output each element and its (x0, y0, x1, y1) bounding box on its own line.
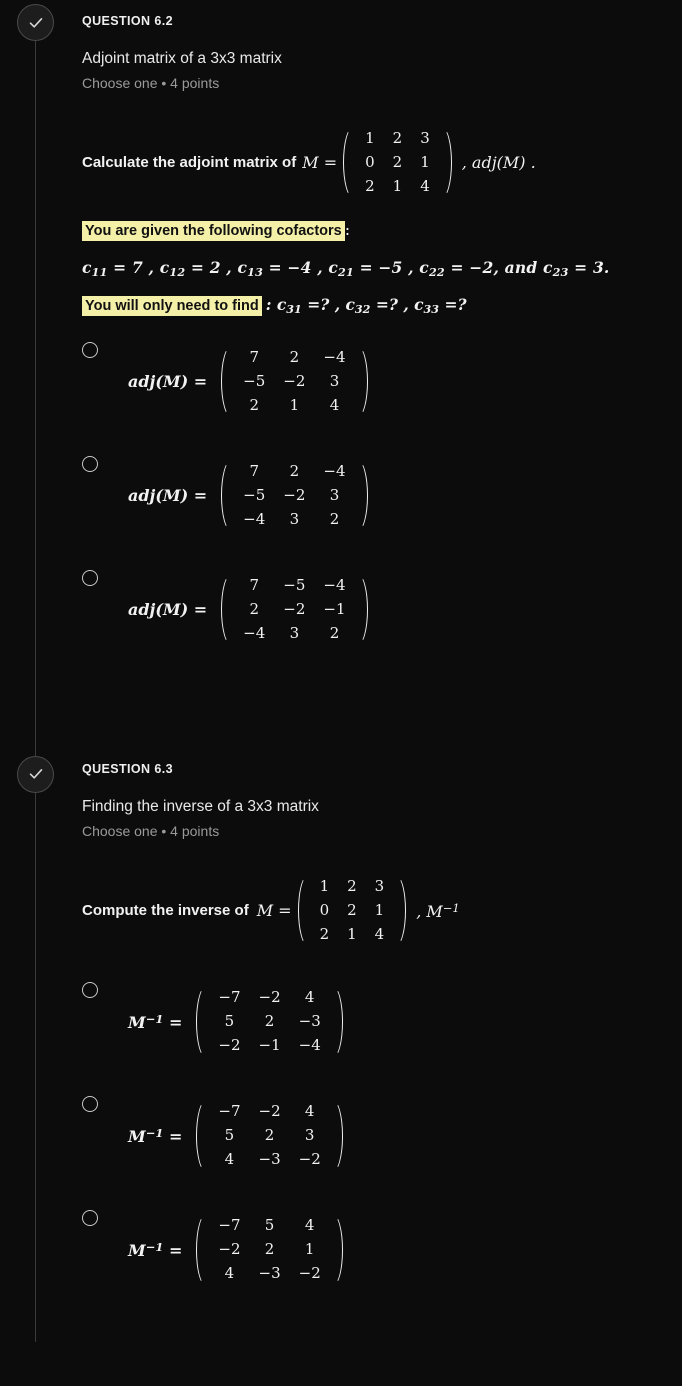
matrix-cell: −5 (243, 371, 266, 390)
question-status-check-icon (17, 4, 54, 41)
matrix-cell: 4 (304, 1216, 315, 1235)
matrix-left-paren (194, 984, 205, 1059)
matrix-cell: −7 (218, 988, 241, 1007)
matrix-cell: 1 (365, 129, 375, 147)
prompt-variable: M = (256, 901, 292, 921)
option-matrix (219, 458, 369, 533)
matrix-cell: −4 (323, 461, 346, 480)
radio-button[interactable] (82, 342, 98, 358)
prompt-variable: M = (302, 153, 338, 173)
option-label: $M^{-1}$ = (128, 1125, 183, 1147)
radio-button[interactable] (82, 456, 98, 472)
matrix-cell: 2 (329, 623, 340, 642)
question-title: Finding the inverse of a 3x3 matrix (82, 797, 319, 815)
matrix-cell: 2 (264, 1240, 275, 1259)
matrix-cell: 5 (264, 1216, 275, 1235)
matrix-right-paren (334, 1212, 345, 1287)
option-label: adj(M) = (128, 372, 208, 392)
matrix-cell: 1 (289, 395, 300, 414)
matrix-cell: 3 (289, 509, 300, 528)
question-prompt (82, 125, 666, 200)
given-suffix: : (344, 220, 351, 240)
question-meta: Choose one • 4 points (82, 75, 220, 91)
section-gap (0, 676, 682, 762)
matrix-right-paren (359, 458, 370, 533)
matrix-cell: 7 (249, 461, 259, 480)
radio-button[interactable] (82, 1210, 98, 1226)
matrix-cell: 1 (319, 876, 330, 895)
answer-options-6-3 (82, 974, 666, 1308)
matrix-left-paren (341, 125, 352, 200)
question-block-6-3 (0, 762, 682, 1308)
matrix-cell: 2 (329, 509, 340, 528)
answer-option[interactable] (82, 334, 666, 440)
matrix-cell: 1 (347, 924, 357, 943)
matrix-cell: 3 (304, 1126, 315, 1145)
bottom-spacer (0, 1316, 682, 1356)
matrix-left-paren (194, 1212, 205, 1287)
need-rest: : $c_{31}$ =? , $c_{32}$ =? , $c_{33}$ =? (265, 295, 467, 316)
matrix-right-paren (334, 1098, 345, 1173)
matrix-cell: −5 (283, 575, 306, 594)
prompt-tail: , adj(M) . (461, 153, 536, 173)
matrix-cell: −1 (258, 1035, 281, 1054)
answer-option[interactable] (82, 974, 666, 1080)
matrix-cell: 2 (249, 599, 259, 618)
need-to-find-line (82, 295, 666, 316)
answer-option[interactable] (82, 1202, 666, 1308)
matrix-cell: −2 (283, 599, 306, 618)
matrix-cell: −3 (258, 1149, 281, 1168)
matrix-cell: 1 (304, 1240, 315, 1259)
matrix-cell: 1 (392, 176, 403, 195)
matrix-cell: −4 (323, 575, 346, 594)
radio-button[interactable] (82, 982, 98, 998)
matrix-cell: −3 (298, 1012, 321, 1031)
option-matrix (219, 344, 369, 419)
matrix-cell: 4 (304, 988, 315, 1007)
matrix-cell: −2 (283, 485, 306, 504)
prompt-tail: , $M^{-1}$ (416, 900, 460, 921)
matrix-cell: 3 (329, 371, 340, 390)
prompt-text: Calculate the adjoint matrix of (82, 154, 297, 172)
matrix-cell: 4 (329, 395, 340, 414)
matrix-cell: 0 (319, 900, 330, 919)
prompt-matrix (341, 125, 454, 200)
matrix-cell: 3 (329, 485, 340, 504)
cofactor-values: $c_{11} = 7$ , $c_{12} = 2$ , $c_{13} = -4$ , $c_{21} = -5$ , $c_{22} = -2$, and $c_{23} = 3$. (82, 258, 610, 280)
matrix-cell: 4 (304, 1102, 315, 1121)
matrix-cell: 4 (224, 1149, 235, 1168)
matrix-cell: 3 (420, 129, 430, 147)
matrix-cell: −3 (258, 1263, 281, 1282)
matrix-cell: −2 (298, 1149, 321, 1168)
question-label: QUESTION 6.3 (82, 761, 173, 776)
need-highlight: You will only need to find (82, 296, 262, 316)
matrix-cell: 1 (374, 900, 385, 919)
matrix-cell: −4 (243, 509, 266, 528)
matrix-cell: −2 (258, 988, 281, 1007)
question-status-check-icon (17, 756, 54, 793)
matrix-left-paren (194, 1098, 205, 1173)
matrix-cell: 2 (289, 461, 300, 480)
matrix-cell: −7 (218, 1102, 241, 1121)
matrix-right-paren (359, 344, 370, 419)
matrix-cell: 2 (249, 395, 259, 414)
given-highlight: You are given the following cofactors (82, 221, 345, 241)
matrix-cell: −4 (323, 347, 346, 366)
matrix-cell: −7 (218, 1216, 241, 1235)
matrix-cell: −2 (298, 1263, 321, 1282)
matrix-cell: 4 (374, 924, 385, 943)
matrix-left-paren (219, 344, 230, 419)
matrix-cell: 1 (420, 152, 430, 171)
matrix-cell: −2 (218, 1035, 241, 1054)
option-label: adj(M) = (128, 486, 208, 506)
matrix-left-paren (296, 873, 307, 948)
matrix-cell: 4 (224, 1263, 235, 1282)
answer-options-6-2 (82, 334, 666, 668)
option-matrix (194, 984, 344, 1059)
matrix-cell: 5 (224, 1126, 235, 1145)
option-matrix (219, 572, 369, 647)
matrix-cell: 2 (392, 152, 403, 171)
matrix-right-paren (334, 984, 345, 1059)
matrix-cell: 3 (289, 623, 300, 642)
option-matrix (194, 1212, 344, 1287)
matrix-cell: 0 (365, 152, 375, 171)
question-title: Adjoint matrix of a 3x3 matrix (82, 50, 282, 67)
matrix-cell: 5 (224, 1012, 235, 1031)
question-block-6-2 (0, 0, 682, 668)
answer-option[interactable] (82, 448, 666, 554)
matrix-cell: 2 (264, 1126, 275, 1145)
matrix-cell: 3 (374, 876, 385, 895)
matrix-right-paren (443, 125, 454, 200)
radio-button[interactable] (82, 1096, 98, 1112)
matrix-cell: 7 (249, 575, 259, 594)
matrix-cell: 2 (264, 1012, 275, 1031)
given-cofactors-line (82, 220, 666, 240)
matrix-right-paren (359, 572, 370, 647)
matrix-cell: −4 (243, 623, 266, 642)
option-label: $M^{-1}$ = (128, 1011, 183, 1033)
matrix-cell: 2 (347, 900, 357, 919)
matrix-left-paren (219, 572, 230, 647)
matrix-cell: 2 (392, 129, 403, 147)
matrix-cell: 4 (420, 176, 430, 195)
prompt-text: Compute the inverse of (82, 902, 249, 920)
answer-option[interactable] (82, 1088, 666, 1194)
matrix-cell: −5 (243, 485, 266, 504)
question-label: QUESTION 6.2 (82, 14, 173, 28)
answer-option[interactable] (82, 562, 666, 668)
matrix-cell: 2 (347, 876, 357, 895)
question-meta: Choose one • 4 points (82, 822, 220, 839)
matrix-cell: 2 (365, 176, 375, 195)
prompt-matrix (296, 873, 409, 948)
option-label: adj(M) = (128, 600, 208, 620)
matrix-left-paren (219, 458, 230, 533)
option-label: $M^{-1}$ = (128, 1239, 183, 1261)
matrix-cell: 7 (249, 347, 259, 366)
question-prompt (82, 873, 666, 948)
matrix-cell: 2 (289, 347, 300, 366)
matrix-cell: −1 (323, 599, 346, 618)
matrix-cell: 2 (319, 924, 330, 943)
matrix-cell: −4 (298, 1035, 321, 1054)
matrix-cell: −2 (218, 1240, 241, 1259)
matrix-cell: −2 (258, 1102, 281, 1121)
radio-button[interactable] (82, 570, 98, 586)
matrix-cell: −2 (283, 371, 306, 390)
option-matrix (194, 1098, 344, 1173)
matrix-right-paren (397, 873, 408, 948)
